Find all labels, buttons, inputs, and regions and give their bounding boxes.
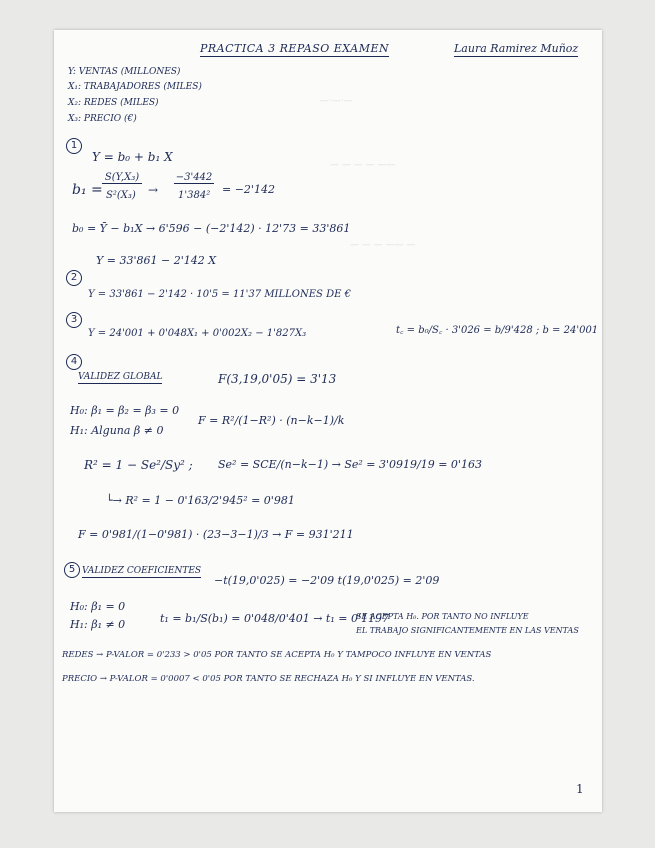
null-hypothesis-global: H₀: β₁ = β₂ = β₃ = 0 [70, 404, 180, 417]
multiple-regression-equation: Y = 24'001 + 0'048X₁ + 0'002X₂ − 1'827X₃ [88, 328, 307, 339]
model-equation: Y = b₀ + b₁ X [92, 150, 173, 164]
show-through-scribble: — — — — —— [330, 160, 396, 170]
b1-numerator: S(Y,X₃) [102, 172, 142, 184]
alt-hypothesis-global: H₁: Alguna β ≠ 0 [70, 424, 164, 437]
null-hypothesis-coefficient: H₀: β₁ = 0 [70, 600, 126, 613]
definition-x2: X₂: REDES (MILES) [68, 98, 159, 108]
show-through-scribble: — — — —— — [350, 240, 416, 250]
global-validity-heading: VALIDEZ GLOBAL [78, 372, 163, 382]
decision-line-2: EL TRABAJO SIGNIFICANTEMENTE EN LAS VENTAS [356, 626, 579, 635]
b1-arrow: → [148, 183, 159, 197]
b1-result: = −2'142 [222, 183, 275, 196]
alt-hypothesis-coefficient: H₁: β₁ ≠ 0 [70, 618, 126, 631]
show-through-scribble: —·—·— [320, 96, 353, 106]
f-statistic-value: F = 0'981/(1−0'981) · (23−3−1)/3 → F = 931'211 [78, 528, 354, 541]
se-formula: Se² = SCE/(n−k−1) → Se² = 3'0919/19 = 0'163 [218, 458, 482, 471]
coefficient-validity-heading: VALIDEZ COEFICIENTES [82, 566, 202, 576]
definition-x1: X₁: TRABAJADORES (MILES) [68, 82, 202, 92]
t-statistic: t₁ = b₁/S(b₁) = 0'048/0'401 → t₁ = 0'1197 [160, 612, 389, 625]
b1-value-numerator: −3'442 [175, 172, 213, 183]
f-statistic-formula: F = R²/(1−R²) · (n−k−1)/k [198, 414, 345, 427]
precio-conclusion: PRECIO → P-VALOR = 0'0007 < 0'05 POR TANTO SE RECHAZA H₀ Y SI INFLUYE EN VENTAS. [62, 674, 475, 684]
b1-label: b₁ = [72, 182, 103, 198]
t-critical-note: t꜀ = b₀/S꜀ · 3'026 = b/9'428 ; b = 24'001 [396, 325, 599, 336]
fitted-equation: Y = 33'861 − 2'142 X [96, 254, 217, 267]
r2-formula: R² = 1 − Se²/Sy² ; [84, 458, 193, 472]
section-number-5: 5 [64, 562, 80, 578]
redes-conclusion: REDES → P-VALOR = 0'233 > 0'05 POR TANTO SE ACEPTA H₀ Y TAMPOCO INFLUYE EN VENTAS [62, 650, 492, 660]
decision-line-1: SE ACEPTA H₀. POR TANTO NO INFLUYE [356, 612, 529, 621]
b1-denominator: S²(X₃) [106, 190, 136, 201]
section-number-1: 1 [66, 138, 82, 154]
b1-value-denominator: 1'384² [178, 190, 211, 201]
definition-x3: X₃: PRECIO (€) [68, 114, 137, 124]
prediction-line: Y = 33'861 − 2'142 · 10'5 = 11'37 MILLONES DE € [88, 289, 351, 300]
page-title: PRACTICA 3 REPASO EXAMEN [200, 42, 390, 55]
t-critical-values: −t(19,0'025) = −2'09 t(19,0'025) = 2'09 [214, 574, 440, 587]
page-number: 1 [576, 782, 584, 796]
r2-value: └→ R² = 1 − 0'163/2'945² = 0'981 [106, 494, 295, 507]
b0-calculation: b₀ = Ȳ − b₁X → 6'596 − (−2'142) · 12'73 = 33'861 [72, 222, 351, 235]
section-number-3: 3 [66, 312, 82, 328]
author-signature: Laura Ramirez Muñoz [454, 42, 579, 55]
f-critical: F(3,19,0'05) = 3'13 [218, 372, 337, 386]
section-number-2: 2 [66, 270, 82, 286]
section-number-4: 4 [66, 354, 82, 370]
definition-y: Y: VENTAS (MILLONES) [68, 67, 181, 77]
